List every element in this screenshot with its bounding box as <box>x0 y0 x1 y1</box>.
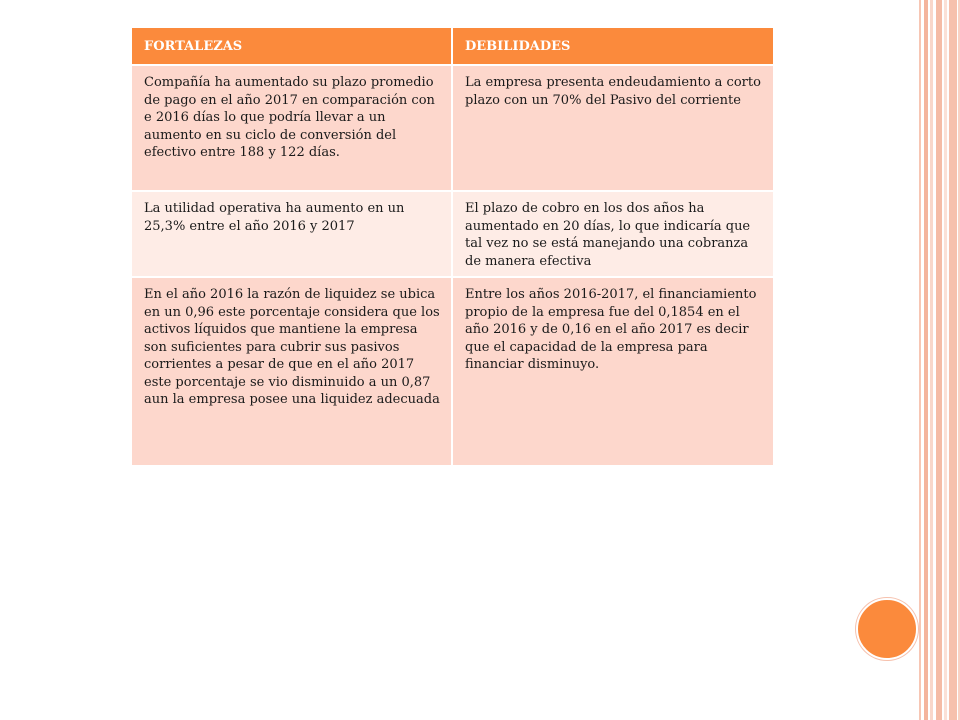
decorative-stripe <box>919 0 921 720</box>
decorative-stripe <box>936 0 942 720</box>
header-debilidades: DEBILIDADES <box>452 28 773 65</box>
table-cell: Compañía ha aumentado su plazo promedio de pago en el año 2017 en comparación con e 2016 días lo que podría llevar a un aumento en su ciclo de conversión del efectivo entre 188 y 122 días. <box>132 65 452 191</box>
swot-table <box>132 28 773 467</box>
table-cell: La utilidad operativa ha aumento en un 25,3% entre el año 2016 y 2017 <box>132 191 452 277</box>
table-header-row <box>132 28 773 65</box>
table-row <box>132 191 773 277</box>
decorative-stripe <box>944 0 947 720</box>
header-fortalezas: FORTALEZAS <box>132 28 452 65</box>
decorative-stripe <box>949 0 957 720</box>
table-cell: En el año 2016 la razón de liquidez se ubica en un 0,96 este porcentaje considera que los activos líquidos que mantiene la empresa son suficientes para cubrir sus pasivos corrientes a pesar de que en el año 2017 este porcentaje se vio disminuido a un 0,87 aun la empresa posee una liquidez adecuada <box>132 277 452 466</box>
decorative-stripe <box>930 0 933 720</box>
decorative-stripe <box>924 0 928 720</box>
table-cell: La empresa presenta endeudamiento a corto plazo con un 70% del Pasivo del corriente <box>452 65 773 191</box>
table-row <box>132 65 773 191</box>
decorative-circle <box>856 598 918 660</box>
table-row <box>132 277 773 466</box>
table-cell: Entre los años 2016-2017, el financiamiento propio de la empresa fue del 0,1854 en el año 2016 y de 0,16 en el año 2017 es decir que el capacidad de la empresa para financiar disminuyo. <box>452 277 773 466</box>
table-cell: El plazo de cobro en los dos años ha aumentado en 20 días, lo que indicaría que tal vez no se está manejando una cobranza de manera efectiva <box>452 191 773 277</box>
